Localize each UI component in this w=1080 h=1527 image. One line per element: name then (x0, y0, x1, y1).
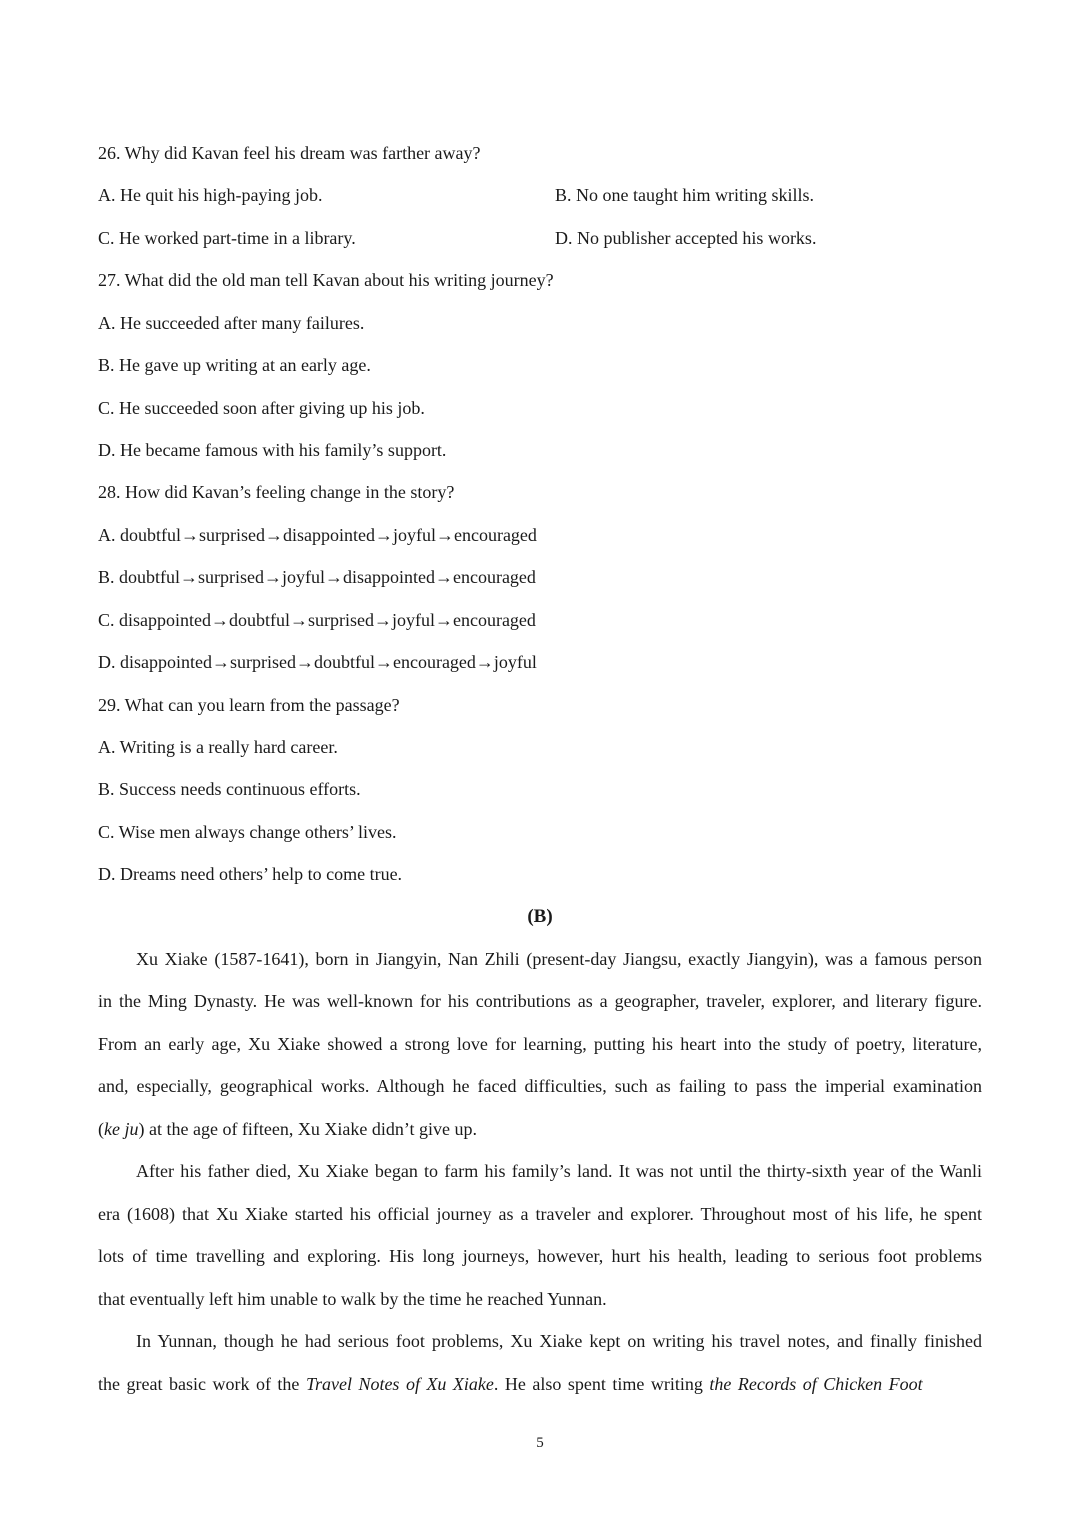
question-28-option-d: D. disappointed→surprised→doubtful→encouraged→joyful (98, 652, 537, 672)
passage-p3-line-2-text-a: the great basic work of the (98, 1374, 306, 1394)
question-29-option-b: B. Success needs continuous efforts. (98, 779, 361, 799)
question-29-option-a: A. Writing is a really hard career. (98, 737, 338, 757)
question-28-option-c: C. disappointed→doubtful→surprised→joyful→encouraged (98, 610, 536, 630)
book-title-records: the Records of Chicken Foot (709, 1374, 923, 1394)
question-26-option-b: B. No one taught him writing skills. (555, 185, 814, 205)
passage-p1-line-3: From an early age, Xu Xiake showed a strong love for learning, putting his heart into the study of poetry, literature, (98, 1034, 982, 1054)
question-28-option-b: B. doubtful→surprised→joyful→disappointed→encouraged (98, 567, 536, 587)
passage-p1-line-5: (ke ju) at the age of fifteen, Xu Xiake didn’t give up. (98, 1119, 478, 1139)
passage-p3-line-2 (98, 1372, 982, 1396)
passage-p3-line-2-text-b: . He also spent time writing (493, 1374, 710, 1394)
passage-p2-line-2: era (1608) that Xu Xiake started his official journey as a traveler and explorer. Throughout most of his life, he spent (98, 1204, 982, 1224)
passage-p1-line-1: Xu Xiake (1587-1641), born in Jiangyin, Nan Zhili (present-day Jiangsu, exactly Jiangyin), was a famous person (136, 949, 982, 969)
question-26-option-a: A. He quit his high-paying job. (98, 185, 323, 205)
question-26-option-d: D. No publisher accepted his works. (555, 228, 817, 248)
passage-p3-line-1: In Yunnan, though he had serious foot problems, Xu Xiake kept on writing his travel notes, and finally finished (136, 1331, 982, 1351)
page-number: 5 (536, 1435, 544, 1451)
passage-p2-line-1: After his father died, Xu Xiake began to farm his family’s land. It was not until the thirty-sixth year of the Wanli (136, 1161, 982, 1181)
question-27-option-a: A. He succeeded after many failures. (98, 313, 365, 333)
question-27-option-b: B. He gave up writing at an early age. (98, 355, 371, 375)
question-29-stem: 29. What can you learn from the passage? (98, 695, 400, 715)
section-title: (B) (527, 906, 553, 927)
passage-p1-line-2: in the Ming Dynasty. He was well-known for his contributions as a geographer, traveler, explorer, and literary figure. (98, 991, 982, 1011)
question-26-option-c: C. He worked part-time in a library. (98, 228, 356, 248)
question-28-stem: 28. How did Kavan’s feeling change in the story? (98, 482, 455, 502)
passage-p1-line-4: and, especially, geographical works. Although he faced difficulties, such as failing to pass the imperial examination (98, 1076, 982, 1096)
passage-p1-line-5-text: ) at the age of fifteen, Xu Xiake didn’t give up. (138, 1119, 478, 1139)
question-27-option-c: C. He succeeded soon after giving up his job. (98, 398, 425, 418)
question-26-stem: 26. Why did Kavan feel his dream was farther away? (98, 143, 481, 163)
passage-p2-line-4: that eventually left him unable to walk by the time he reached Yunnan. (98, 1289, 607, 1309)
question-27-stem: 27. What did the old man tell Kavan about his writing journey? (98, 270, 554, 290)
keju-term: ke ju (104, 1119, 139, 1139)
question-27-option-d: D. He became famous with his family’s support. (98, 440, 447, 460)
question-28-option-a: A. doubtful→surprised→disappointed→joyful→encouraged (98, 525, 537, 545)
passage-p2-line-3: lots of time travelling and exploring. His long journeys, however, hurt his health, leading to serious foot problems (98, 1246, 982, 1266)
book-title-travel-notes: Travel Notes of Xu Xiake (305, 1374, 494, 1394)
question-29-option-c: C. Wise men always change others’ lives. (98, 822, 397, 842)
question-29-option-d: D. Dreams need others’ help to come true. (98, 864, 403, 884)
